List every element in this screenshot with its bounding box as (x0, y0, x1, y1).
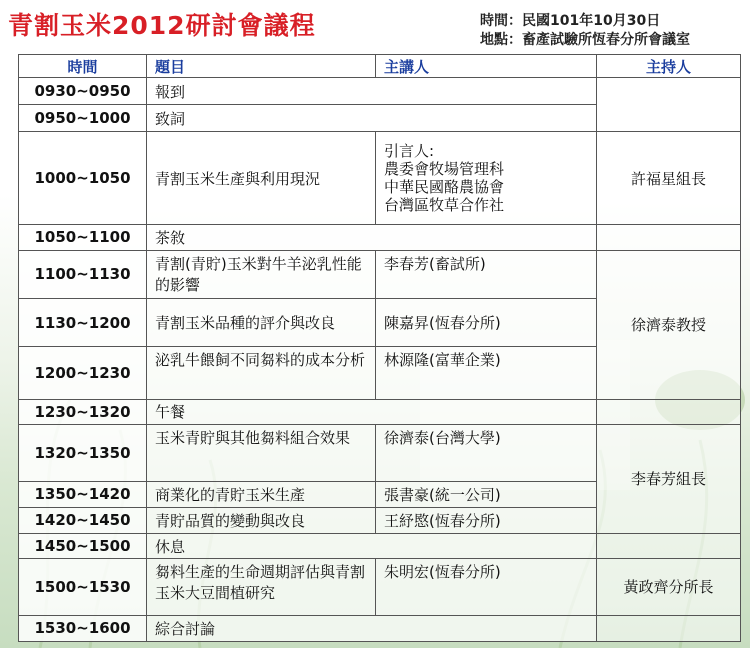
row-time: 1320~1350 (19, 425, 147, 482)
table-row (19, 559, 741, 616)
row-topic: 商業化的青貯玉米生產 (147, 481, 376, 507)
table-row (19, 425, 741, 482)
host-cell: 李春芳組長 (597, 425, 741, 534)
time-value: 民國101年10月30日 (522, 13, 661, 29)
row-speaker: 徐濟泰(台灣大學) (376, 425, 597, 482)
row-time: 1350~1420 (19, 481, 147, 507)
host-cell-empty (597, 533, 741, 558)
host-cell-empty (597, 399, 741, 424)
host-cell-empty (597, 615, 741, 641)
table-row (19, 78, 741, 105)
row-topic: 青貯品質的變動與改良 (147, 507, 376, 533)
row-speaker: 林源隆(富華企業) (376, 347, 597, 399)
speaker-line: 引言人: (384, 142, 435, 161)
row-time: 1100~1130 (19, 250, 147, 298)
event-meta (480, 12, 690, 50)
row-topic: 泌乳牛餵飼不同芻料的成本分析 (147, 347, 376, 399)
host-cell-empty (597, 78, 741, 132)
row-speaker: 王紓愍(恆春分所) (376, 507, 597, 533)
host-cell: 徐濟泰教授 (597, 250, 741, 399)
row-topic: 芻料生產的生命週期評估與青割玉米大豆間植研究 (147, 559, 376, 616)
row-time: 1450~1500 (19, 533, 147, 558)
speaker-line: 農委會牧場管理科 (384, 160, 505, 179)
table-row (19, 533, 741, 558)
row-time: 1000~1050 (19, 132, 147, 225)
page-title: 青割玉米2012研討會議程 (8, 11, 316, 40)
row-topic: 青割(青貯)玉米對牛羊泌乳性能的影響 (147, 250, 376, 298)
place-value: 畜產試驗所恆春分所會議室 (522, 32, 690, 48)
row-time: 1200~1230 (19, 347, 147, 399)
row-speaker: 李春芳(畜試所) (376, 250, 597, 298)
row-time: 1420~1450 (19, 507, 147, 533)
header-time: 時間 (19, 55, 147, 78)
host-cell-empty (597, 225, 741, 250)
agenda-table (18, 54, 741, 642)
row-topic: 玉米青貯與其他芻料組合效果 (147, 425, 376, 482)
row-time: 1230~1320 (19, 399, 147, 424)
speaker-line: 中華民國酪農協會 (384, 178, 505, 197)
row-time: 1050~1100 (19, 225, 147, 250)
place-label: 地點： (480, 32, 522, 48)
row-topic: 休息 (147, 533, 597, 558)
row-topic: 報到 (147, 78, 597, 105)
host-cell: 許福星組長 (597, 132, 741, 225)
table-row (19, 132, 741, 225)
header-host: 主持人 (597, 55, 741, 78)
row-topic: 青割玉米生產與利用現況 (147, 132, 376, 225)
table-row (19, 225, 741, 250)
table-row (19, 250, 741, 298)
event-time (480, 12, 690, 31)
row-time: 1500~1530 (19, 559, 147, 616)
row-time: 1530~1600 (19, 615, 147, 641)
row-time: 0930~0950 (19, 78, 147, 105)
row-speaker: 朱明宏(恆春分所) (376, 559, 597, 616)
table-row (19, 399, 741, 424)
speaker-line: 台灣區牧草合作社 (384, 196, 505, 215)
table-header-row (19, 55, 741, 78)
header-speaker: 主講人 (376, 55, 597, 78)
row-topic: 致詞 (147, 105, 597, 132)
host-cell: 黃政齊分所長 (597, 559, 741, 616)
row-topic: 綜合討論 (147, 615, 597, 641)
row-speaker: 張書豪(統一公司) (376, 481, 597, 507)
row-speaker (376, 132, 597, 225)
table-row (19, 615, 741, 641)
row-time: 1130~1200 (19, 298, 147, 346)
row-speaker: 陳嘉昇(恆春分所) (376, 298, 597, 346)
row-topic: 青割玉米品種的評介與改良 (147, 298, 376, 346)
event-location (480, 31, 690, 50)
row-topic: 午餐 (147, 399, 597, 424)
header-topic: 題目 (147, 55, 376, 78)
time-label: 時間： (480, 13, 522, 29)
row-time: 0950~1000 (19, 105, 147, 132)
row-topic: 茶敘 (147, 225, 597, 250)
